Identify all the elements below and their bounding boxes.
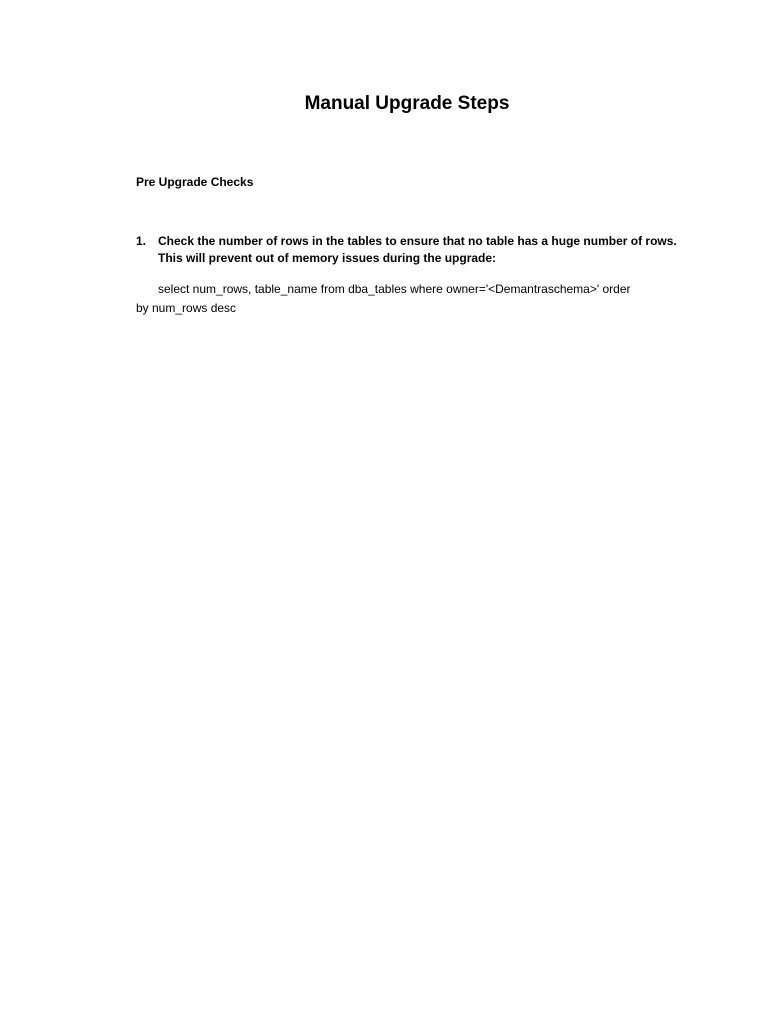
sql-query-line: select num_rows, table_name from dba_tables where owner='<Demantraschema>' order: [158, 282, 631, 296]
section-heading: Pre Upgrade Checks: [136, 175, 254, 189]
list-item-text: [158, 233, 678, 267]
list-item-text-line: Check the number of rows in the tables to ensure that no table has a huge number of rows.: [158, 234, 677, 248]
list-item-number: 1.: [136, 234, 147, 248]
sql-query: [136, 280, 676, 318]
sql-query-line: by num_rows desc: [136, 301, 237, 315]
document-title: Manual Upgrade Steps: [304, 93, 510, 114]
list-item-text-line: This will prevent out of memory issues during the upgrade:: [158, 251, 497, 265]
